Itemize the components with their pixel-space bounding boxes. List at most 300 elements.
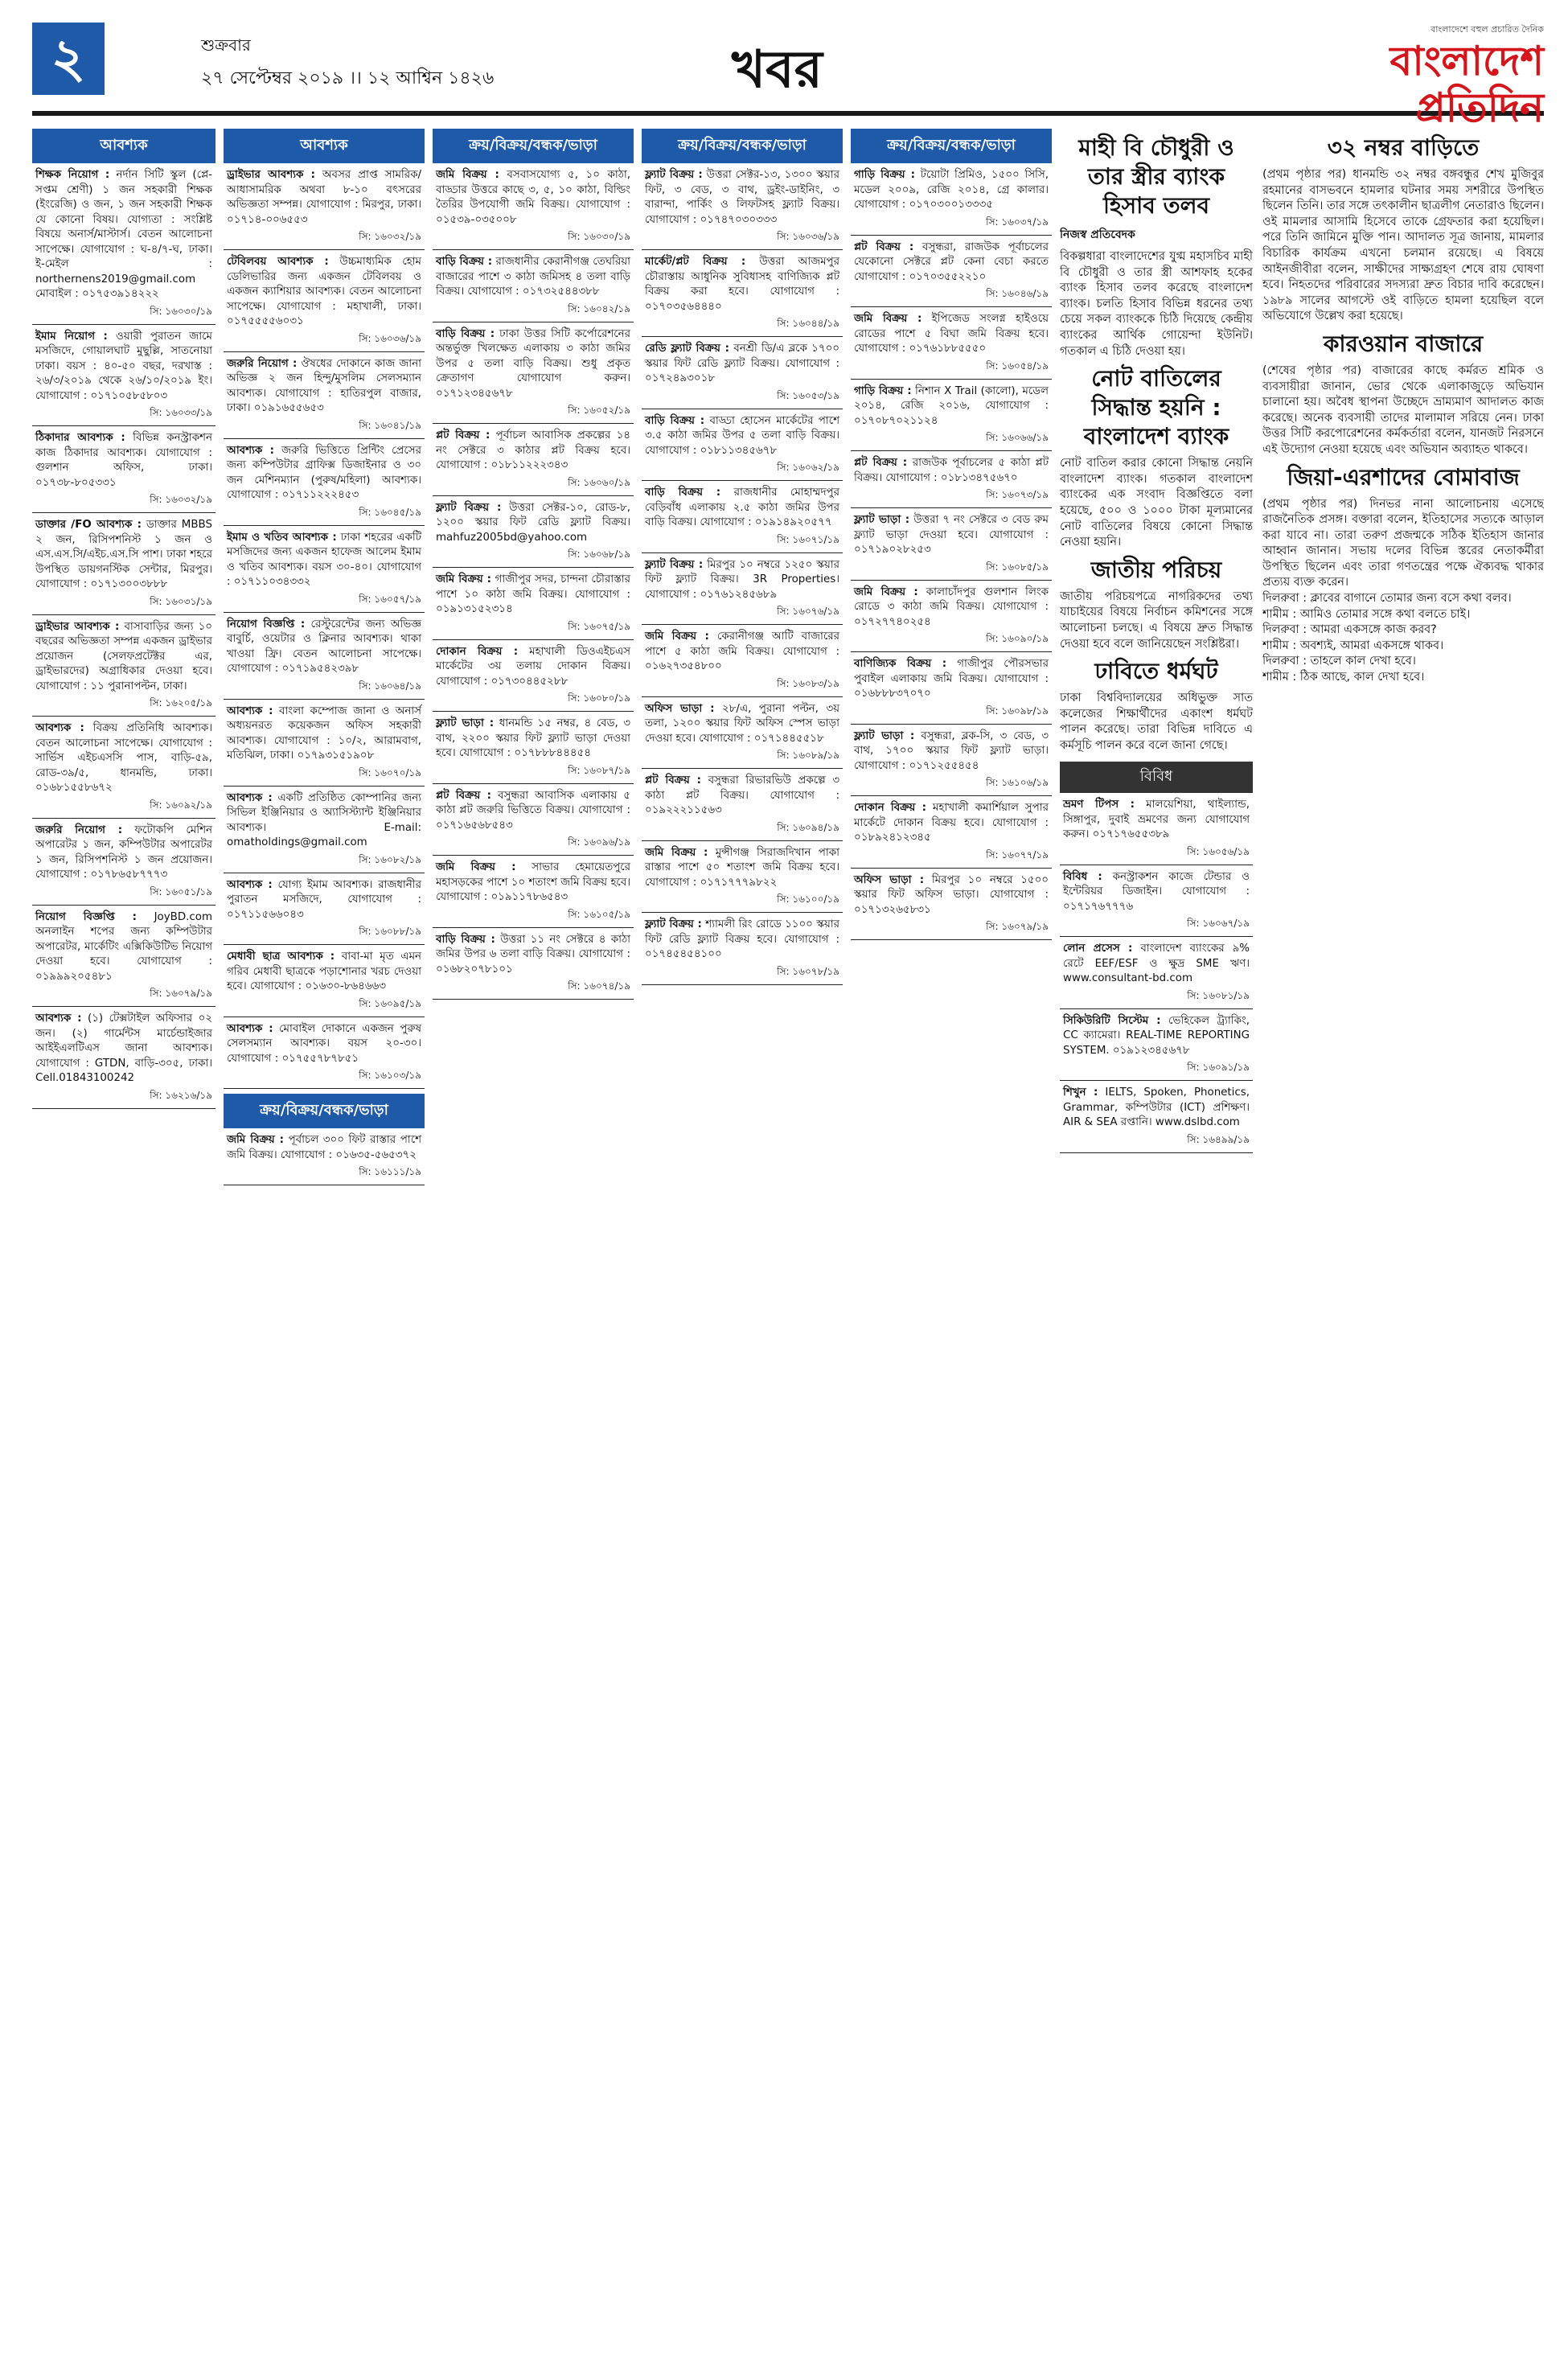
- ad-reference: সি: ১৬০৬৭/১৯: [1060, 917, 1253, 937]
- ad-text: অবসর প্রাপ্ত সামরিক/আধাসামরিক অথবা ৮-১০ বৎসরের অভিজ্ঞতা সম্পন্ন। যোগাযোগ : মিরপুর, ঢাকা। ০১৭১৪-০০৬৫৫৩: [227, 169, 421, 226]
- ad-body: [224, 531, 425, 593]
- ad-reference: সি: ১৬০৫৬/১৯: [1060, 845, 1253, 865]
- ad-body: [433, 573, 634, 620]
- ad-body: [851, 384, 1052, 432]
- ad-title: প্লট বিক্রয় :: [854, 240, 914, 253]
- ad-text: ঔষধের দোকানে কাজ জানা অভিজ্ঞ ২ জন হিন্দু/মুসলিম সেলসম্যান আবশ্যক। যোগাযোগ : হাতিরপুল বাজার, ঢাকা। ০১৯১৬৫৫৬৫৩: [227, 357, 421, 414]
- ad-body: [851, 240, 1052, 288]
- ad-reference: সি: ১৬১০৫/১৯: [433, 908, 634, 928]
- classified-ad: [224, 444, 425, 526]
- classified-ad: [851, 240, 1052, 308]
- classified-ad: [851, 168, 1052, 236]
- classified-ad: [433, 860, 634, 928]
- ad-title: আবশ্যক :: [227, 1022, 273, 1035]
- ad-text: ডাক্তার MBBS ২ জন, রিসিপশনিস্ট ১ জন ও এস.এস.সি/এইচ.এস.সি পাশ। ঢাকা শহরে উপস্থিত ডায়গনস্টিক সেন্টার, মিরপুর। যোগাযোগ : ০১৭১৩০০৩৮৮৮: [35, 519, 212, 590]
- ad-text: ভেহিকেল ট্র্যাকিং, CC ক্যামেরা। REAL-TIME REPORTING SYSTEM. ০১৯১২৩৪৫৬৭৮: [1063, 1014, 1250, 1057]
- ad-title: আবশ্যক :: [227, 704, 273, 717]
- column-kroy-3: [851, 129, 1052, 2356]
- ad-title: শিখুন :: [1063, 1086, 1098, 1099]
- classified-ad: [851, 657, 1052, 725]
- ad-title: আবশ্যক :: [35, 1012, 82, 1025]
- ad-text: রেস্টুরেন্টের জন্য অভিজ্ঞ বাবুর্চি, ওয়েটার ও ক্লিনার আবশ্যক। থাকা খাওয়া ফ্রি। বেতন আলোচনা সাপেক্ষে। যোগাযোগ : ০১৭১৯৫৪২৩৯৮: [227, 618, 421, 675]
- ad-reference: সি: ১৬১০০/১৯: [642, 893, 843, 913]
- ad-list: [224, 1133, 425, 1185]
- ad-title: আবশ্যক :: [227, 444, 274, 457]
- ad-title: বিবিধ :: [1063, 870, 1102, 883]
- ad-body: [433, 860, 634, 908]
- ad-text: মিরপুর ১০ নম্বরে ১২৫০ স্কয়ার ফিট ফ্ল্যাট বিক্রয়। 3R Properties। যোগাযোগ : ০১৭৬১২৪৫৬৮৯: [645, 558, 839, 601]
- ad-text: মোবাইল দোকানে একজন পুরুষ সেলসম্যান আবশ্যক। বয়স ২০-৩০। যোগাযোগ : ০১৭৫৫৭৮৭৮৫১: [227, 1022, 421, 1065]
- ad-body: [851, 312, 1052, 359]
- headline-note: নোট বাতিলের সিদ্ধান্ত হয়নি : বাংলাদেশ ব্যাংক: [1083, 365, 1229, 450]
- ad-body: [433, 789, 634, 836]
- ad-title: প্লট বিক্রয় :: [436, 429, 491, 442]
- ad-text: মহাখালী কমার্শিয়াল সুপার মার্কেটে দোকান বিক্রয় হবে। যোগাযোগ : ০১৮৯২৪১২৩৪৫: [854, 802, 1049, 844]
- news-column-1: [1060, 129, 1253, 2356]
- ad-reference: সি: ১৬০৭৯/১৯: [32, 987, 215, 1007]
- ad-title: বাড়ি বিক্রয় :: [436, 256, 493, 268]
- ad-body: [851, 456, 1052, 488]
- ad-text: বসুন্ধরা, ব্লক-সি, ৩ বেড, ৩ বাথ, ১৭০০ স্কয়ার ফিট ফ্ল্যাট ভাড়া। যোগাযোগ : ০১৭১২৫৫৪৫৪: [854, 729, 1049, 772]
- ad-text: ঢাকা শহরের একটি মসজিদের জন্য একজন হাফেজ আলেম ইমাম ও খতিব আবশ্যক। বয়স ৩০-৪০। যোগাযোগ : ০১৭১১০৩৪৩৩২: [227, 531, 422, 588]
- column-header: ক্রয়/বিক্রয়/বন্ধক/ভাড়া: [433, 129, 634, 163]
- classified-ad: [642, 414, 843, 482]
- classified-ad: [224, 255, 425, 352]
- ad-reference: সি: ১৬০৪৫/১৯: [224, 506, 425, 526]
- ad-list: [224, 168, 425, 1089]
- ad-reference: সি: ১৬০৭৮/১৯: [642, 965, 843, 985]
- ad-body: [642, 486, 843, 533]
- dialog-line: শামীম : আমিও তোমার সঙ্গে কথা বলতে চাই।: [1262, 607, 1471, 621]
- ad-body: [224, 357, 425, 419]
- ad-reference: সি: ১৬০৪১/১৯: [224, 419, 425, 439]
- ad-body: [642, 918, 843, 965]
- ad-title: ডাক্তার /FO আবশ্যক :: [35, 519, 142, 531]
- ad-reference: সি: ১৬০৩১/১৯: [32, 595, 215, 615]
- classified-ad: [642, 558, 843, 626]
- ad-reference: সি: ১৬০৩৬/১৯: [642, 230, 843, 250]
- ad-title: অফিস ভাড়া :: [854, 873, 925, 886]
- article-karwan-bazar: (শেষের পৃষ্ঠার পর) বাজারের কাছে কর্মরত শ্রমিক ও ব্যবসায়ীরা জানান, ভোর থেকে এলাকাজুড়ে অভিযান চালানো হয়। অবৈধ স্থাপনা উচ্ছেদে ভ্রাম্যমাণ আদালত কাজ করেছে। অনেক ব্যবসায়ী তাদের মালামাল সরিয়ে নেন। ঢাকা উত্তর সিটি করপোরেশনের কর্মকর্তারা বলেন, যানজট নিরসনে এই উদ্যোগ নেওয়া হয়েছে এবং অভিযান অব্যাহত থাকবে।: [1262, 363, 1544, 456]
- byline: নিজস্ব প্রতিবেদক: [1060, 228, 1135, 241]
- ad-title: ইমাম নিয়োগ :: [35, 330, 108, 343]
- ad-reference: সি: ১৬০৫২/১৯: [433, 404, 634, 424]
- ad-text: রাজউক পূর্বাচলের ৫ কাঠা প্লট বিক্রয়। যোগাযোগ : ০১৮১৩৪৭৫৬৭০: [854, 457, 1049, 484]
- ad-body: [224, 791, 425, 853]
- ad-reference: সি: ১৬০৩২/১৯: [32, 493, 215, 513]
- ad-text: রাজধানীর কেরানীগঞ্জ তেঘরিয়া বাজারের পাশে ৩ কাঠা জমিসহ ৪ তলা বাড়ি বিক্রয়। যোগাযোগ : ০১৭৩২৫৪৪৩৮৮: [436, 256, 630, 298]
- article-du-strike: ঢাকা বিশ্ববিদ্যালয়ের অধিভুক্ত সাত কলেজের শিক্ষার্থীদের একাংশ ধর্মঘট পালন করেছে। তারা বিভিন্ন দাবিতে এ কর্মসূচি পালন করে বলে জানা গেছে।: [1060, 692, 1253, 752]
- classified-ad: [224, 357, 425, 439]
- ad-reference: সি: ১৬০৯৫/১৯: [224, 997, 425, 1017]
- ad-text: মালয়েশিয়া, থাইল্যান্ড, সিঙ্গাপুর, দুবাই ভ্রমণের জন্য যোগাযোগ করুন। ০১৭১৭৬৫৫৩৮৯: [1063, 799, 1250, 841]
- ad-body: [642, 558, 843, 606]
- ad-reference: সি: ১৬০৮১/১৯: [1060, 989, 1253, 1009]
- ad-text: ফটোকপি মেশিন অপারেটর ১ জন, কম্পিউটার অপারেটর ১ জন, রিসিপশনিস্ট ১ জন প্রয়োজন। যোগাযোগ : ০১৭৮৬৫৮৭৭৭৩: [35, 824, 212, 881]
- ad-text: বাসাবাড়ির জন্য ১০ বছরের অভিজ্ঞতা সম্পন্ন একজন ড্রাইভার প্রয়োজন (সেলফপ্রটেক্টর এর, ড্রাইভারদের) অগ্রাধিকার দেওয়া হবে। যোগাযোগ : ১১ পুরানাপল্টন, ঢাকা।: [35, 620, 212, 692]
- ad-body: [433, 168, 634, 230]
- ad-body: [32, 518, 215, 595]
- ad-body: [642, 774, 843, 821]
- ad-body: [224, 1133, 425, 1165]
- ad-reference: সি: ১৬০৪২/১৯: [433, 302, 634, 322]
- classified-ad: [642, 168, 843, 250]
- ad-title: জমি বিক্রয় :: [436, 861, 516, 873]
- classified-ad: [433, 327, 634, 425]
- ad-text: ধানমন্ডি ১৫ নম্বর, ৪ বেড, ৩ বাথ, ২২০০ স্কয়ার ফিট ফ্ল্যাট ভাড়া দেওয়া হবে। যোগাযোগ : ০১৭৮৮৮৪৪৪৫৪: [436, 717, 630, 759]
- classified-ad: [433, 933, 634, 1000]
- ad-title: জরুরি নিয়োগ :: [35, 824, 123, 836]
- ad-body: [224, 444, 425, 506]
- ad-text: উচ্চমাধ্যমিক হোম ডেলিভারির জন্য একজন টেবিলবয় ও একজন ক্যাশিয়ার আবশ্যক। বেতন আলোচনা সাপেক্ষে। যোগাযোগ : মহাখালী, ঢাকা। ০১৭৫৫৫৫৬০৩১: [227, 256, 421, 327]
- ad-body: [224, 950, 425, 997]
- ad-body: [1060, 942, 1253, 989]
- classified-ad: [32, 431, 215, 513]
- ad-title: জরুরি নিয়োগ :: [227, 357, 298, 370]
- ad-body: [1060, 870, 1253, 918]
- ad-text: বনশ্রী ডি/এ ব্লকে ১৭০০ স্কয়ার ফিট রেডি ফ্ল্যাট বিক্রয়। যোগাযোগ : ০১৭২৪৯৩০১৮: [645, 343, 839, 384]
- ad-reference: সি: ১৬০৮৩/১৯: [642, 677, 843, 697]
- ad-list: [642, 168, 843, 985]
- ad-body: [433, 501, 634, 548]
- classified-ad: [224, 1133, 425, 1185]
- ad-body: [642, 255, 843, 317]
- dialog-line: শামীম : অবশ্যই, আমরা একসঙ্গে থাকব।: [1262, 639, 1444, 652]
- ad-text: পূর্বাচল ৩০০ ফিট রাস্তার পাশে জমি বিক্রয়। যোগাযোগ : ০১৬৩৫-৫৬৫৩৭২: [227, 1134, 421, 1161]
- ad-text: যোগ্য ইমাম আবশ্যক। রাজধানীর পুরাতন মসজিদে, যোগাযোগ : ০১৭১১৫৬৬০৪৩: [227, 878, 421, 921]
- ad-reference: সি: ১৬০৫৩/১৯: [642, 389, 843, 409]
- ad-text: কালাচাঁদপুর গুলশান লিংক রোডে ৩ কাঠা জমি বিক্রয়। যোগাযোগ : ০১৭২৭৭৪০২৫৪: [854, 585, 1049, 628]
- ad-reference: সি: ১৬১১১/১৯: [224, 1165, 425, 1185]
- ad-body: [32, 1012, 215, 1089]
- classified-ad: [642, 630, 843, 697]
- ad-reference: সি: ১৬১০৩/১৯: [224, 1069, 425, 1089]
- ad-title: প্লট বিক্রয় :: [854, 457, 908, 469]
- ad-list: [433, 168, 634, 1000]
- ad-reference: সি: ১৬০৩৭/১৯: [851, 216, 1052, 236]
- ad-title: আবশ্যক :: [35, 722, 84, 734]
- ad-reference: সি: ১৬২০৫/১৯: [32, 696, 215, 717]
- date-day: শুক্রবার: [201, 35, 251, 55]
- ad-title: মেধাবী ছাত্র আবশ্যক :: [227, 951, 335, 963]
- ad-text: কনস্ট্রাকশন কাজে টেন্ডার ও ইন্টেরিয়র ডিজাইন। যোগাযোগ : ০১৭১৭৬৭৭৭৬: [1063, 870, 1250, 913]
- article-32-number: (প্রথম পৃষ্ঠার পর) ধানমন্ডি ৩২ নম্বর বঙ্গবন্ধুর শেখ মুজিবুর রহমানের বাসভবনে হামলার ঘটনার সময় সশরীরে উপস্থিত ছিলেন তিনি। তার সঙ্গে তৎকালীন ছাত্রলীগ নেতারাও ছিলেন। ওই মামলার আসামি হিসেবে তাকে গ্রেফতার করা হয়েছিল। পরে তিনি জামিনে মুক্তি পান। আদালত সূত্র জানায়, মামলার বিচারিক কার্যক্রম এখনো চলমান রয়েছে। এ বিষয়ে আইনজীবীরা বলেন, সাক্ষীদের সাক্ষ্যগ্রহণ শেষে রায় ঘোষণা হবে। নিহতদের পরিবারের সদস্যরা দ্রুত বিচার দাবি করেছেন। ১৯৮৯ সালের আগস্টে ওই বাড়িতে হামলা হয়েছিল বলে অভিযোগে উল্লেখ করা হয়েছে।: [1262, 168, 1544, 323]
- ad-reference: সি: ১৬০৭১/১৯: [642, 533, 843, 553]
- headline-32-number: ৩২ নম্বর বাড়িতে: [1327, 134, 1480, 161]
- ad-reference: সি: ১৬০৬৬/১৯: [851, 431, 1052, 451]
- ad-reference: সি: ১৬০৫১/১৯: [32, 885, 215, 906]
- ad-reference: সি: ১৬০৮৮/১৯: [224, 925, 425, 945]
- column-header: আবশ্যক: [224, 129, 425, 163]
- ad-reference: সি: ১৬০৩৬/১৯: [224, 332, 425, 352]
- ad-reference: সি: ১৬০৭৪/১৯: [433, 980, 634, 1000]
- ad-title: ড্রাইভার আবশ্যক :: [35, 620, 120, 633]
- ad-body: [1060, 1014, 1253, 1062]
- ad-title: গাড়ি বিক্রয় :: [854, 169, 915, 181]
- classified-ad: [851, 801, 1052, 869]
- ad-reference: সি: ১৬০৬৮/১৯: [433, 548, 634, 568]
- ad-title: বাড়ি বিক্রয় :: [645, 414, 705, 427]
- classified-ad: [433, 789, 634, 856]
- ad-text: উত্তরা আজমপুর চৌরাস্তায় আধুনিক সুবিধাসহ বাণিজ্যিক প্লট বিক্রয় করা হবে। যোগাযোগ : ০১৭০৩৫৬৪৪৪০: [645, 256, 839, 313]
- ad-list: [32, 168, 215, 1109]
- ad-text: বাংলাদেশ ব্যাংকের ৯% রেটে EEF/ESF ও ক্ষুদ্র SME ঋণ। www.consultant-bd.com: [1063, 943, 1250, 985]
- ad-text: বসুন্ধরা রিভারভিউ প্রকল্পে ৩ কাঠা প্লট বিক্রয়। যোগাযোগ : ০১৯২২২১১৫৬৩: [645, 774, 839, 816]
- ad-body: [32, 910, 215, 988]
- classified-ad: [433, 168, 634, 250]
- ad-title: ঠিকাদার আবশ্যক :: [35, 432, 125, 444]
- headline-karwan-bazar: কারওয়ান বাজারে: [1323, 330, 1484, 357]
- ad-title: বাড়ি বিক্রয় :: [645, 487, 721, 499]
- ad-title: আবশ্যক :: [227, 791, 273, 804]
- ad-title: আবশ্যক :: [227, 878, 273, 891]
- ad-body: [32, 168, 215, 305]
- ad-text: বসুন্ধরা আবাসিক এলাকায় ৫ কাঠা প্লট জরুরি ভিত্তিতে বিক্রয়। যোগাযোগ : ০১৭১৬৫৬৮৫৪৩: [436, 789, 630, 832]
- ad-title: টেবিলবয় আবশ্যক :: [227, 256, 329, 268]
- ad-body: [642, 414, 843, 462]
- ad-reference: সি: ১৬০৮৭/১৯: [433, 764, 634, 784]
- ad-text: বাংলা কম্পোজ জানা ও অনার্স অধ্যয়নরত কয়েকজন অফিস সহকারী আবশ্যক। যোগাযোগ : ১০/২, আরামবাগ, মতিঝিল, ঢাকা। ০১৭৯৩১৫১৯০৮: [227, 704, 422, 762]
- classified-ad: [224, 704, 425, 787]
- ad-text: মুন্সীগঞ্জ সিরাজদিখান পাকা রাস্তার পাশে ৫০ শতাংশ জমি বিক্রয় হবে। যোগাযোগ : ০১৭১৭৭৭৯৮২২: [645, 846, 839, 889]
- classified-ad: [851, 729, 1052, 797]
- ad-text: বিক্রয় প্রতিনিধি আবশ্যক। বেতন আলোচনা সাপেক্ষে। যোগাযোগ : সার্ভিস এইচএসসি পাস, বাড়ি-৫৯, রোড-৩৯/৫, ধানমন্ডি, ঢাকা। ০১৬৮১৫৫৮৬৭২: [35, 722, 213, 794]
- classified-ad: [851, 456, 1052, 508]
- dialog-line: দিলরুবা : আমরা একসঙ্গে কাজ করব?: [1262, 623, 1437, 637]
- classified-ad: [851, 312, 1052, 380]
- ad-reference: সি: ১৬০৩৩/১৯: [32, 406, 215, 426]
- ad-title: জমি বিক্রয় :: [436, 573, 491, 585]
- ad-title: অফিস ভাড়া :: [645, 702, 715, 715]
- ad-body: [224, 618, 425, 680]
- classified-ad: [1060, 1086, 1253, 1153]
- classified-ad: [642, 255, 843, 337]
- column-header: ক্রয়/বিক্রয়/বন্ধক/ভাড়া: [851, 129, 1052, 163]
- ad-reference: সি: ১৬০৮২/১৯: [224, 853, 425, 873]
- ad-body: [851, 168, 1052, 216]
- ad-text: নর্দান সিটি স্কুল (প্লে-সপ্তম শ্রেণী) ১ জন সহকারী শিক্ষক (ইংরেজি) ও জন, ১ জন সহকারী শিক্ষক যে কোনো বিষয়। যোগ্যতা : সংশ্লিষ্ট বিষয়ে অনার্স/মাস্টার্স। বেতন আলোচনা সাপেক্ষে। যোগাযোগ : ঘ-৪/৭-ঘ, ঢাকা। ই-মেইল : northernens2019@gmail.com মোবাইল : ০১৭৫৩৯১৪২২২: [35, 169, 212, 300]
- ad-title: দোকান বিক্রয় :: [854, 802, 926, 814]
- ad-title: জমি বিক্রয় :: [854, 585, 918, 598]
- classified-ad: [32, 824, 215, 906]
- brand-tagline: বাংলাদেশে বহুল প্রচারিত দৈনিক: [1430, 24, 1544, 35]
- classified-ad: [224, 168, 425, 250]
- brand-logo: [1303, 23, 1544, 131]
- classified-ad: [224, 618, 425, 700]
- classified-ad: [1060, 942, 1253, 1009]
- ad-title: ফ্ল্যাট বিক্রয় :: [436, 501, 502, 514]
- ad-body: [1060, 798, 1253, 845]
- ad-body: [642, 630, 843, 677]
- ad-body: [224, 1022, 425, 1070]
- ad-text: মহাখালী ডিওএইচএস মার্কেটের ৩য় তলায় দোকান বিক্রয়। যোগাযোগ : ০১৭৩০৪৪৫২৮৮: [436, 645, 630, 688]
- classified-ad: [851, 585, 1052, 653]
- classified-ad: [32, 330, 215, 427]
- ad-body: [851, 513, 1052, 561]
- ad-reference: সি: ১৬১০৬/১৯: [851, 776, 1052, 796]
- article-nid: জাতীয় পরিচয়পত্রে নাগরিকদের তথ্য যাচাইয়ের বিষয়ে নির্বাচন কমিশনের সঙ্গে আলোচনা চলছে। এ বিষয়ে দ্রুত সিদ্ধান্ত দেওয়া হবে বলে জানিয়েছেন সংশ্লিষ্টরা।: [1060, 589, 1253, 651]
- ad-text: নিশান X Trail (কালো), মডেল ২০১৪, রেজি ২০১৬, যোগাযোগ : ০১৭০৮৭০২১১২৪: [854, 384, 1049, 427]
- ad-body: [851, 585, 1052, 633]
- ad-title: ভ্রমণ টিপস :: [1063, 799, 1135, 811]
- ad-body: [433, 255, 634, 302]
- headline-mahi: মাহী বি চৌধুরী ও তার স্ত্রীর ব্যাংক হিসাব তলব: [1078, 134, 1234, 219]
- ad-title: বাণিজ্যিক বিক্রয় :: [854, 658, 947, 670]
- ad-title: জমি বিক্রয় :: [227, 1134, 284, 1146]
- ad-text: কেরানীগঞ্জ আটি বাজারের পাশে ৫ কাঠা জমি বিক্রয়। যোগাযোগ : ০১৬২৭৩৫৪৮০০: [645, 630, 839, 672]
- ad-reference: সি: ১৬০৯২/১৯: [32, 799, 215, 819]
- ad-text: উত্তরা ৭ নং সেক্টরে ৩ বেড রুম ফ্ল্যাট ভাড়া দেওয়া হবে। যোগাযোগ : ০১৭১৯০২৮২৫৩: [854, 514, 1049, 556]
- classified-ad: [433, 255, 634, 322]
- ad-title: ফ্ল্যাট বিক্রয় :: [645, 918, 702, 930]
- ad-reference: সি: ১৬০৮০/১৯: [433, 692, 634, 712]
- ad-body: [433, 645, 634, 692]
- ad-body: [642, 702, 843, 750]
- classified-ad: [32, 1012, 215, 1109]
- ad-text: বসবাসযোগ্য ৫, ১০ কাঠা, বাড্ডার উত্তরে কাছে ৩, ৫, ১০ কাঠা, বিল্ডিং তৈরির উপযোগী জমি বিক্রয়। যোগাযোগ : ০১৫৩৯-০৩৫০০৮: [436, 169, 631, 226]
- classified-ad: [642, 774, 843, 841]
- ad-title: বাড়ি বিক্রয় :: [436, 933, 495, 946]
- ad-body: [224, 878, 425, 926]
- headline-du-strike: ঢাবিতে ধর্মঘট: [1094, 658, 1218, 685]
- article-zia-ershad: (প্রথম পৃষ্ঠার পর) দিনভর নানা আলোচনায় এসেছে রাজনৈতিক প্রসঙ্গ। বক্তারা বলেন, ইতিহাসের সত্যকে আড়াল করা যাবে না। তারা তরুণ প্রজন্মকে সঠিক ইতিহাস জানার আহ্বান জানান। সভায় দলের বিভিন্ন স্তরের নেতাকর্মীরা উপস্থিত ছিলেন এবং তারা গণতন্ত্রের পক্ষে ঐক্যবদ্ধ থাকার প্রত্যয় ব্যক্ত করেন।: [1262, 497, 1544, 589]
- brand-name: বাংলাদেশ প্রতিদিন: [1389, 38, 1544, 131]
- classified-ad: [851, 513, 1052, 581]
- ad-reference: সি: ১৬০৯৮/১৯: [851, 704, 1052, 725]
- ad-text: (১) টেক্সটাইল অফিসার ০২ জন। (২) গার্মেন্টস মার্চেন্ডাইজার আইইএলটিএস জানা আবশ্যক। যোগাযোগ : GTDN, বাড়ি-৩০৫, ঢাকা। Cell.01843100242: [35, 1012, 213, 1084]
- ad-body: [642, 342, 843, 389]
- ad-body: [224, 704, 425, 766]
- ad-title: ফ্ল্যাট বিক্রয় :: [645, 558, 704, 571]
- ad-body: [433, 429, 634, 476]
- ad-reference: সি: ১৬২১৬/১৯: [32, 1089, 215, 1109]
- ad-text: বাড্ডা হোসেন মার্কেটের পাশে ৩.৫ কাঠা জমির উপর ৫ তলা বাড়ি বিক্রয়। যোগাযোগ : ০১৮১১৩৪৫৬৭৮: [645, 414, 839, 457]
- ad-body: [642, 846, 843, 893]
- ad-body: [32, 431, 215, 493]
- classified-ad: [433, 645, 634, 713]
- ad-text: একটি প্রতিষ্ঠিত কোম্পানির জন্য সিভিল ইঞ্জিনিয়ার ও অ্যাসিস্ট্যান্ট ইঞ্জিনিয়ার আবশ্যক। E-mail: omatholdings@gmail.com: [227, 791, 421, 848]
- ad-text: মিরপুর ১০ নম্বরে ১৫০০ স্কয়ার ফিট অফিস ভাড়া। যোগাযোগ : ০১৭১৩২৬৫৮৩১: [854, 873, 1049, 916]
- ad-body: [642, 168, 843, 230]
- ad-title: নিয়োগ বিজ্ঞপ্তি :: [227, 618, 306, 630]
- ad-title: ড্রাইভার আবশ্যক :: [227, 169, 316, 181]
- ad-body: [851, 729, 1052, 777]
- ad-text: গাজীপুর পৌরসভার পুবাইল এলাকায় জমি বিক্রয়। যোগাযোগ : ০১৬৮৮৮৩৭০৭০: [854, 658, 1049, 700]
- ad-title: নিয়োগ বিজ্ঞপ্তি :: [35, 910, 137, 923]
- classified-ad: [642, 918, 843, 985]
- column-kroy-1: [433, 129, 634, 2356]
- dialog-block: [1262, 591, 1544, 686]
- bivid-header: বিবিধ: [1060, 762, 1253, 793]
- ad-reference: সি: ১৬০৫৪/১৯: [851, 359, 1052, 380]
- ad-reference: সি: ১৬০৭৬/১৯: [642, 605, 843, 625]
- ad-title: ফ্ল্যাট ভাড়া :: [854, 729, 915, 742]
- ad-body: [433, 327, 634, 405]
- classified-ad: [224, 1022, 425, 1090]
- ad-reference: সি: ১৬০৩০/১৯: [32, 305, 215, 325]
- ad-title: রেডি ফ্ল্যাট বিক্রয় :: [645, 343, 729, 355]
- classified-ad: [1060, 1014, 1253, 1082]
- ad-title: ফ্ল্যাট ভাড়া :: [436, 717, 495, 729]
- ad-reference: সি: ১৬০৪৬/১৯: [851, 287, 1052, 307]
- ad-title: ফ্ল্যাট ভাড়া :: [854, 514, 910, 526]
- ad-title: ইমাম ও খতিব আবশ্যক :: [227, 531, 337, 544]
- ad-reference: সি: ১৬০৭৯/১৯: [851, 920, 1052, 940]
- ad-text: বাবা-মা মৃত এমন গরিব মেধাবী ছাত্রকে পড়াশোনার খরচ দেওয়া হবে। যোগাযোগ : ০১৬৩০-৮৬৪৬৬৩: [227, 951, 422, 992]
- classified-ad: [642, 846, 843, 914]
- section-title: খবর: [732, 40, 823, 100]
- ad-reference: সি: ১৬০৪৪/১৯: [642, 317, 843, 337]
- classified-ad: [433, 573, 634, 640]
- classified-ad: [32, 910, 215, 1008]
- dialog-line: দিলরুবা : ক্লাবের বাগানে তোমার জন্য বসে কথা বলব।: [1262, 592, 1512, 606]
- page-body: [32, 129, 1544, 2356]
- ad-body: [851, 873, 1052, 921]
- ad-body: [224, 168, 425, 230]
- ad-title: দোকান বিক্রয় :: [436, 645, 519, 658]
- classified-ad: [642, 486, 843, 553]
- ad-text: বিভিন্ন কনস্ট্রাকশন কাজ ঠিকাদার আবশ্যক। যোগাযোগ : গুলশান অফিস, ঢাকা। ০১৭৩৮-৮০৫৩৩১: [35, 432, 212, 489]
- ad-body: [32, 721, 215, 799]
- news-column-2: [1262, 129, 1544, 2356]
- classified-ad: [433, 501, 634, 569]
- ad-title: জমি বিক্রয় :: [645, 630, 709, 643]
- ad-reference: সি: ১৬০৯০/১৯: [851, 632, 1052, 652]
- column-abosshok-2: [224, 129, 425, 2356]
- classified-ad: [1060, 798, 1253, 865]
- ad-title: জমি বিক্রয় :: [854, 313, 922, 325]
- dialog-line: দিলরুবা : তাহলে কাল দেখা হবে।: [1262, 655, 1416, 668]
- classified-ad: [224, 531, 425, 613]
- ad-title: ফ্ল্যাট বিক্রয় :: [645, 169, 703, 181]
- ad-reference: সি: ১৬০৭৩/১৯: [851, 488, 1052, 508]
- ad-body: [32, 620, 215, 697]
- masthead: [32, 23, 1544, 131]
- classified-ad: [32, 518, 215, 615]
- ad-title: সিকিউরিটি সিস্টেম :: [1063, 1014, 1161, 1027]
- ad-text: উত্তরা ১১ নং সেক্টরে ৪ কাঠা জমির উপর ৬ তলা বাড়ি বিক্রয়। যোগাযোগ : ০১৬৮২০৭৮১০১: [436, 933, 630, 975]
- ad-body: [851, 657, 1052, 704]
- ad-text: ইপিজেড সংলগ্ন হাইওয়ে রোডের পাশে ৫ বিঘা জমি বিক্রয় হবে। যোগাযোগ : ০১৭৬১৮৮৫৫৫০: [854, 313, 1049, 355]
- ad-reference: সি: ১৬০৬২/১৯: [642, 461, 843, 481]
- ad-reference: সি: ১৬০৮৫/১৯: [851, 561, 1052, 581]
- column-header: ক্রয়/বিক্রয়/বন্ধক/ভাড়া: [642, 129, 843, 163]
- column-header: ক্রয়/বিক্রয়/বন্ধক/ভাড়া: [224, 1094, 425, 1128]
- page-number: ২: [32, 23, 105, 95]
- ad-text: বসুন্ধরা, রাজউক পূর্বাচলের যেকোনো সেক্টরে প্লট কেনা বেচা করতে যোগাযোগ : ০১৭০৩৫৫২২১০: [854, 240, 1049, 283]
- ad-text: সাভার হেমায়েতপুরে মহাসড়কের পাশে ১০ শতাংশ জমি বিক্রয় হবে। যোগাযোগ : ০১৯১১৭৮৬৫৪৩: [436, 861, 630, 903]
- ad-text: উত্তরা সেক্টর-১৩, ১৩০০ স্কয়ার ফিট, ৩ বেড, ৩ বাথ, ড্রইং-ডাইনিং, ৩ বারান্দা, পার্কিং ও লিফটসহ ফ্ল্যাট বিক্রয়। যোগাযোগ : ০১৭৪৭০৩০৩৩৩: [645, 169, 839, 226]
- ad-body: [32, 824, 215, 885]
- ad-text: শ্যামলী রিং রোডে ১১০০ স্কয়ার ফিট রেডি ফ্ল্যাট বিক্রয় হবে। যোগাযোগ : ০১৭৪৫৪৫৪১০০: [645, 918, 839, 960]
- ad-title: মার্কেট/প্লট বিক্রয় :: [645, 256, 746, 268]
- ad-text: উত্তরা সেক্টর-১০, রোড-৮, ১২০০ স্কয়ার ফিট রেডি ফ্ল্যাট বিক্রয়। mahfuz2005bd@yahoo.com: [436, 501, 630, 544]
- ad-body: [851, 801, 1052, 848]
- ad-text: ওয়ারী পুরাতন জামে মসজিদে, গোয়ালঘাট মুছুল্লি, সাতনোয়া ঢাকা। বয়স : ৪০-৫০ বছর, দরখাস্ত : ২৬/৩/২০১৯ থেকে ২৬/১০/২০১৯ ইং। যোগাযোগ : ০১৭১০৫৮৫৮০৩: [35, 330, 212, 402]
- headline-nid: জাতীয় পরিচয়: [1090, 556, 1222, 583]
- ad-reference: সি: ১৬০৯৬/১৯: [433, 836, 634, 856]
- ad-text: JoyBD.com অনলাইন শপের জন্য কম্পিউটার অপারেটর, মার্কেটিং এক্সিকিউটিভ নিয়োগ দেওয়া হবে। যোগাযোগ : ০১৯৯৯২০৫৪৮১: [35, 910, 212, 983]
- ad-reference: সি: ১৬০৭০/১৯: [224, 766, 425, 787]
- ad-body: [1060, 1086, 1253, 1133]
- ad-list: [1060, 798, 1253, 1153]
- classified-ad: [32, 721, 215, 819]
- ad-reference: সি: ১৬০৯১/১৯: [1060, 1061, 1253, 1081]
- ad-reference: সি: ১৬০৮৯/১৯: [642, 749, 843, 769]
- ad-body: [224, 255, 425, 332]
- classified-ad: [851, 873, 1052, 941]
- dialog-line: শামীম : ঠিক আছে, কাল দেখা হবে।: [1262, 671, 1425, 684]
